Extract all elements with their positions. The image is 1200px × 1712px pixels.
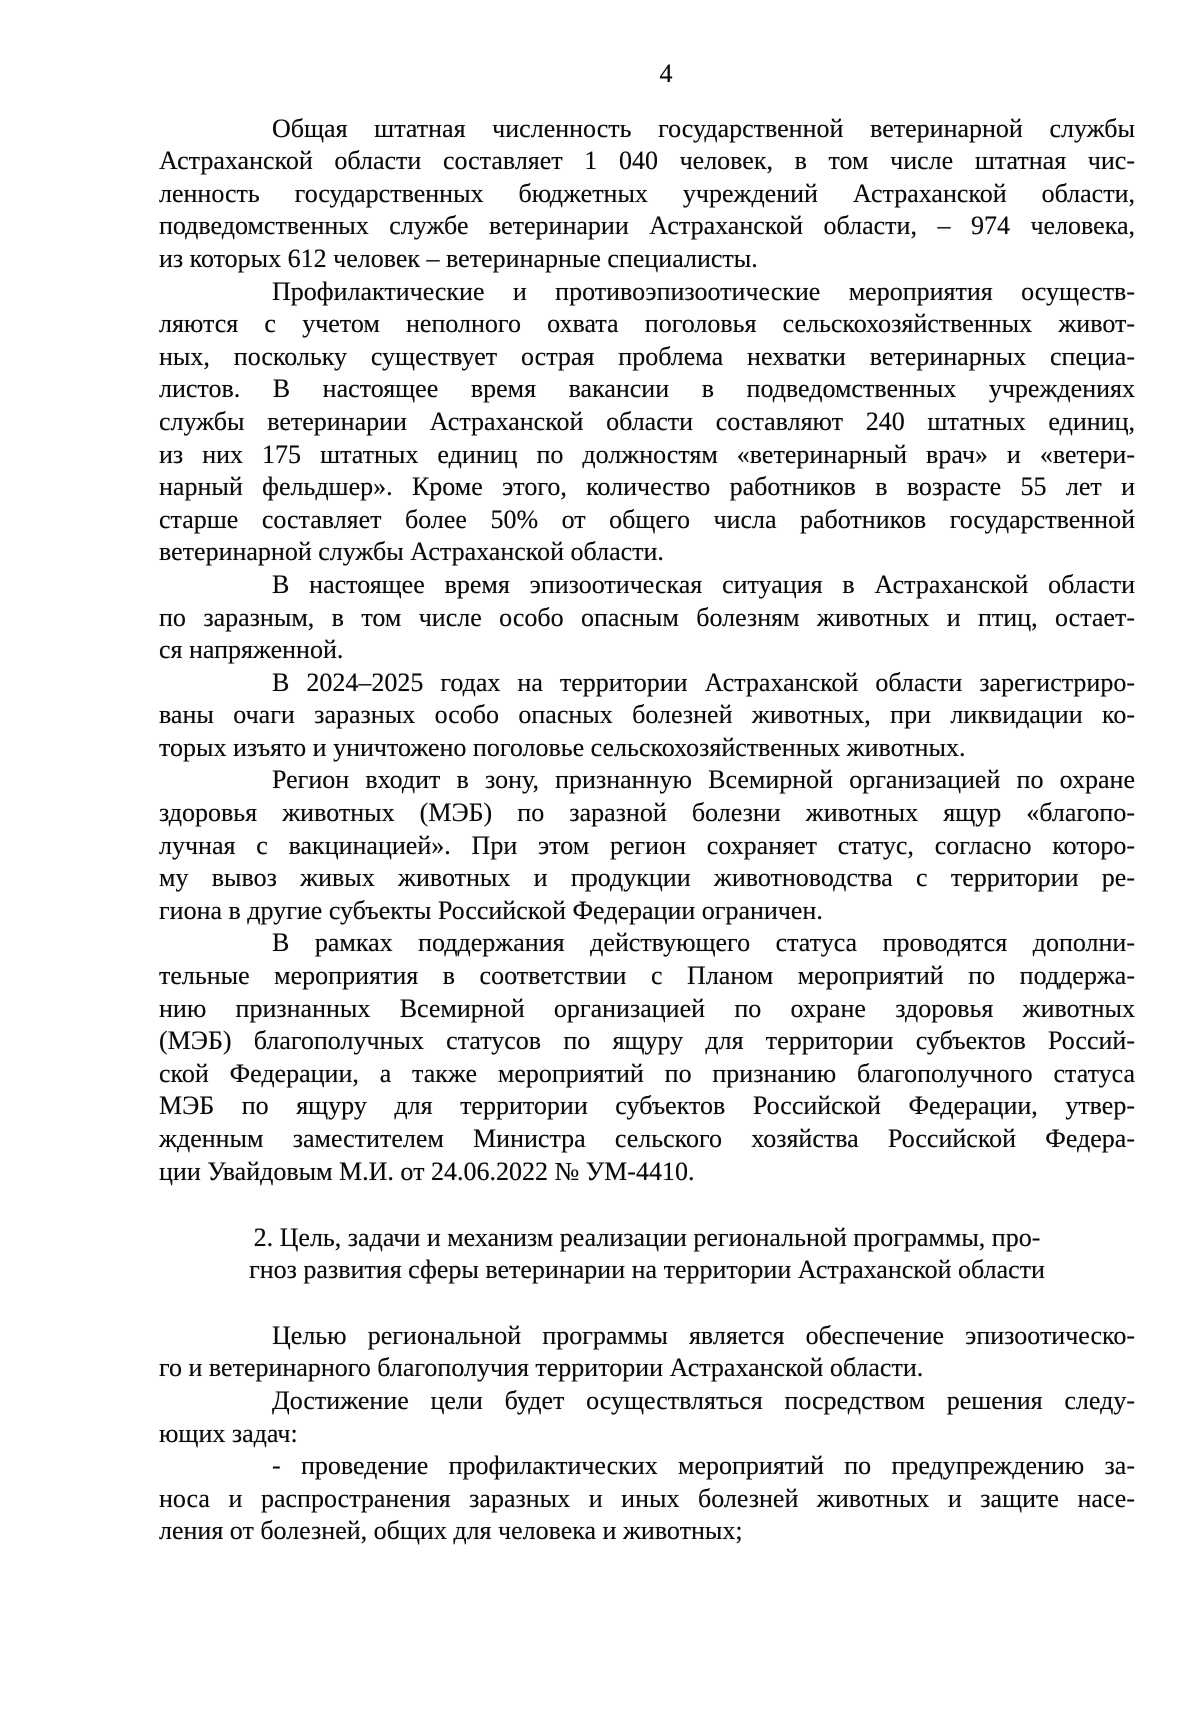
text-line: из них 175 штатных единиц по должностям «ветеринарный врач» и «ветери- <box>159 439 1135 469</box>
text-line: Общая штатная численность государственной ветеринарной службы <box>272 113 1135 143</box>
text-line: ленность государственных бюджетных учреждений Астраханской области, <box>159 178 1135 208</box>
paragraph-goal-achievement <box>159 1385 1135 1450</box>
text-line: из которых 612 человек – ветеринарные специалисты. <box>159 243 758 273</box>
paragraph-oie-zone-status <box>159 764 1135 927</box>
paragraph-epizootic-situation <box>159 569 1135 667</box>
heading-line: 2. Цель, задачи и механизм реализации региональной программы, про- <box>253 1222 1041 1252</box>
page-number: 4 <box>659 59 673 88</box>
text-line: нарный фельдшер». Кроме этого, количество работников в возрасте 55 лет и <box>159 472 1135 502</box>
text-line: МЭБ по ящуру для территории субъектов Российской Федерации, утвер- <box>159 1091 1135 1121</box>
text-line: нию признанных Всемирной организацией по охране здоровья животных <box>159 993 1135 1023</box>
text-line: ветеринарной службы Астраханской области. <box>159 537 664 567</box>
paragraph-task-prevention <box>159 1450 1135 1548</box>
document-content <box>159 58 1135 1548</box>
text-line: Достижение цели будет осуществляться посредством решения следу- <box>272 1386 1135 1416</box>
text-line: ваны очаги заразных особо опасных болезней животных, при ликвидации ко- <box>159 700 1135 730</box>
text-line: подведомственных службе ветеринарии Астраханской области, – 974 человека, <box>159 211 1135 241</box>
text-line: го и ветеринарного благополучия территории Астраханской области. <box>159 1353 924 1383</box>
text-line: ся напряженной. <box>159 635 344 665</box>
paragraph-program-goal <box>159 1320 1135 1385</box>
text-line: ляются с учетом неполного охвата поголовья сельскохозяйственных живот- <box>159 309 1135 339</box>
text-line: гиона в другие субъекты Российской Федерации ограничен. <box>159 895 823 925</box>
paragraph-preventive-measures <box>159 276 1135 569</box>
text-line: Астраханской области составляет 1 040 человек, в том числе штатная чис- <box>159 146 1135 176</box>
heading-line: гноз развития сферы ветеринарии на территории Астраханской области <box>249 1255 1045 1285</box>
text-line: Целью региональной программы является обеспечение эпизоотическо- <box>272 1320 1135 1350</box>
text-line: ской Федерации, а также мероприятий по признанию благополучного статуса <box>159 1058 1135 1088</box>
text-line: В 2024–2025 годах на территории Астраханской области зарегистриро- <box>272 667 1135 697</box>
text-line: старше составляет более 50% от общего числа работников государственной <box>159 504 1135 534</box>
text-line: ления от болезней, общих для человека и животных; <box>159 1516 743 1546</box>
text-line: тельные мероприятия в соответствии с Планом мероприятий по поддержа- <box>159 961 1135 991</box>
text-line: носа и распространения заразных и иных болезней животных и защите насе- <box>159 1483 1135 1513</box>
paragraph-status-maintenance-plan <box>159 927 1135 1188</box>
text-line: торых изъято и уничтожено поголовье сельскохозяйственных животных. <box>159 732 966 762</box>
text-line: му вывоз живых животных и продукции животноводства с территории ре- <box>159 863 1135 893</box>
text-line: ных, поскольку существует острая проблема нехватки ветеринарных специа- <box>159 341 1135 371</box>
text-line: - проведение профилактических мероприятий по предупреждению за- <box>272 1451 1135 1481</box>
text-line: В рамках поддержания действующего статуса проводятся дополни- <box>272 928 1135 958</box>
text-line: (МЭБ) благополучных статусов по ящуру для территории субъектов Россий- <box>159 1026 1135 1056</box>
text-line: по заразным, в том числе особо опасным болезням животных и птиц, остает- <box>159 602 1135 632</box>
text-line: ции Увайдовым М.И. от 24.06.2022 № УМ-4410. <box>159 1156 695 1186</box>
text-line: ющих задач: <box>159 1418 298 1448</box>
text-line: Профилактические и противоэпизоотические мероприятия осуществ- <box>272 276 1135 306</box>
text-line: жденным заместителем Министра сельского хозяйства Российской Федера- <box>159 1124 1135 1153</box>
text-line: здоровья животных (МЭБ) по заразной болезни животных ящур «благопо- <box>159 798 1135 828</box>
section-heading <box>159 1222 1135 1287</box>
paragraph-staff-numbers <box>159 113 1135 276</box>
text-line: службы ветеринарии Астраханской области составляют 240 штатных единиц, <box>159 406 1135 436</box>
text-line: листов. В настоящее время вакансии в подведомственных учреждениях <box>159 374 1135 404</box>
paragraph-outbreaks-2024-2025 <box>159 667 1135 765</box>
text-line: Регион входит в зону, признанную Всемирной организацией по охране <box>272 765 1135 795</box>
text-line: В настоящее время эпизоотическая ситуация в Астраханской области <box>272 569 1135 599</box>
text-line: лучная с вакцинацией». При этом регион сохраняет статус, согласно которо- <box>159 830 1135 860</box>
